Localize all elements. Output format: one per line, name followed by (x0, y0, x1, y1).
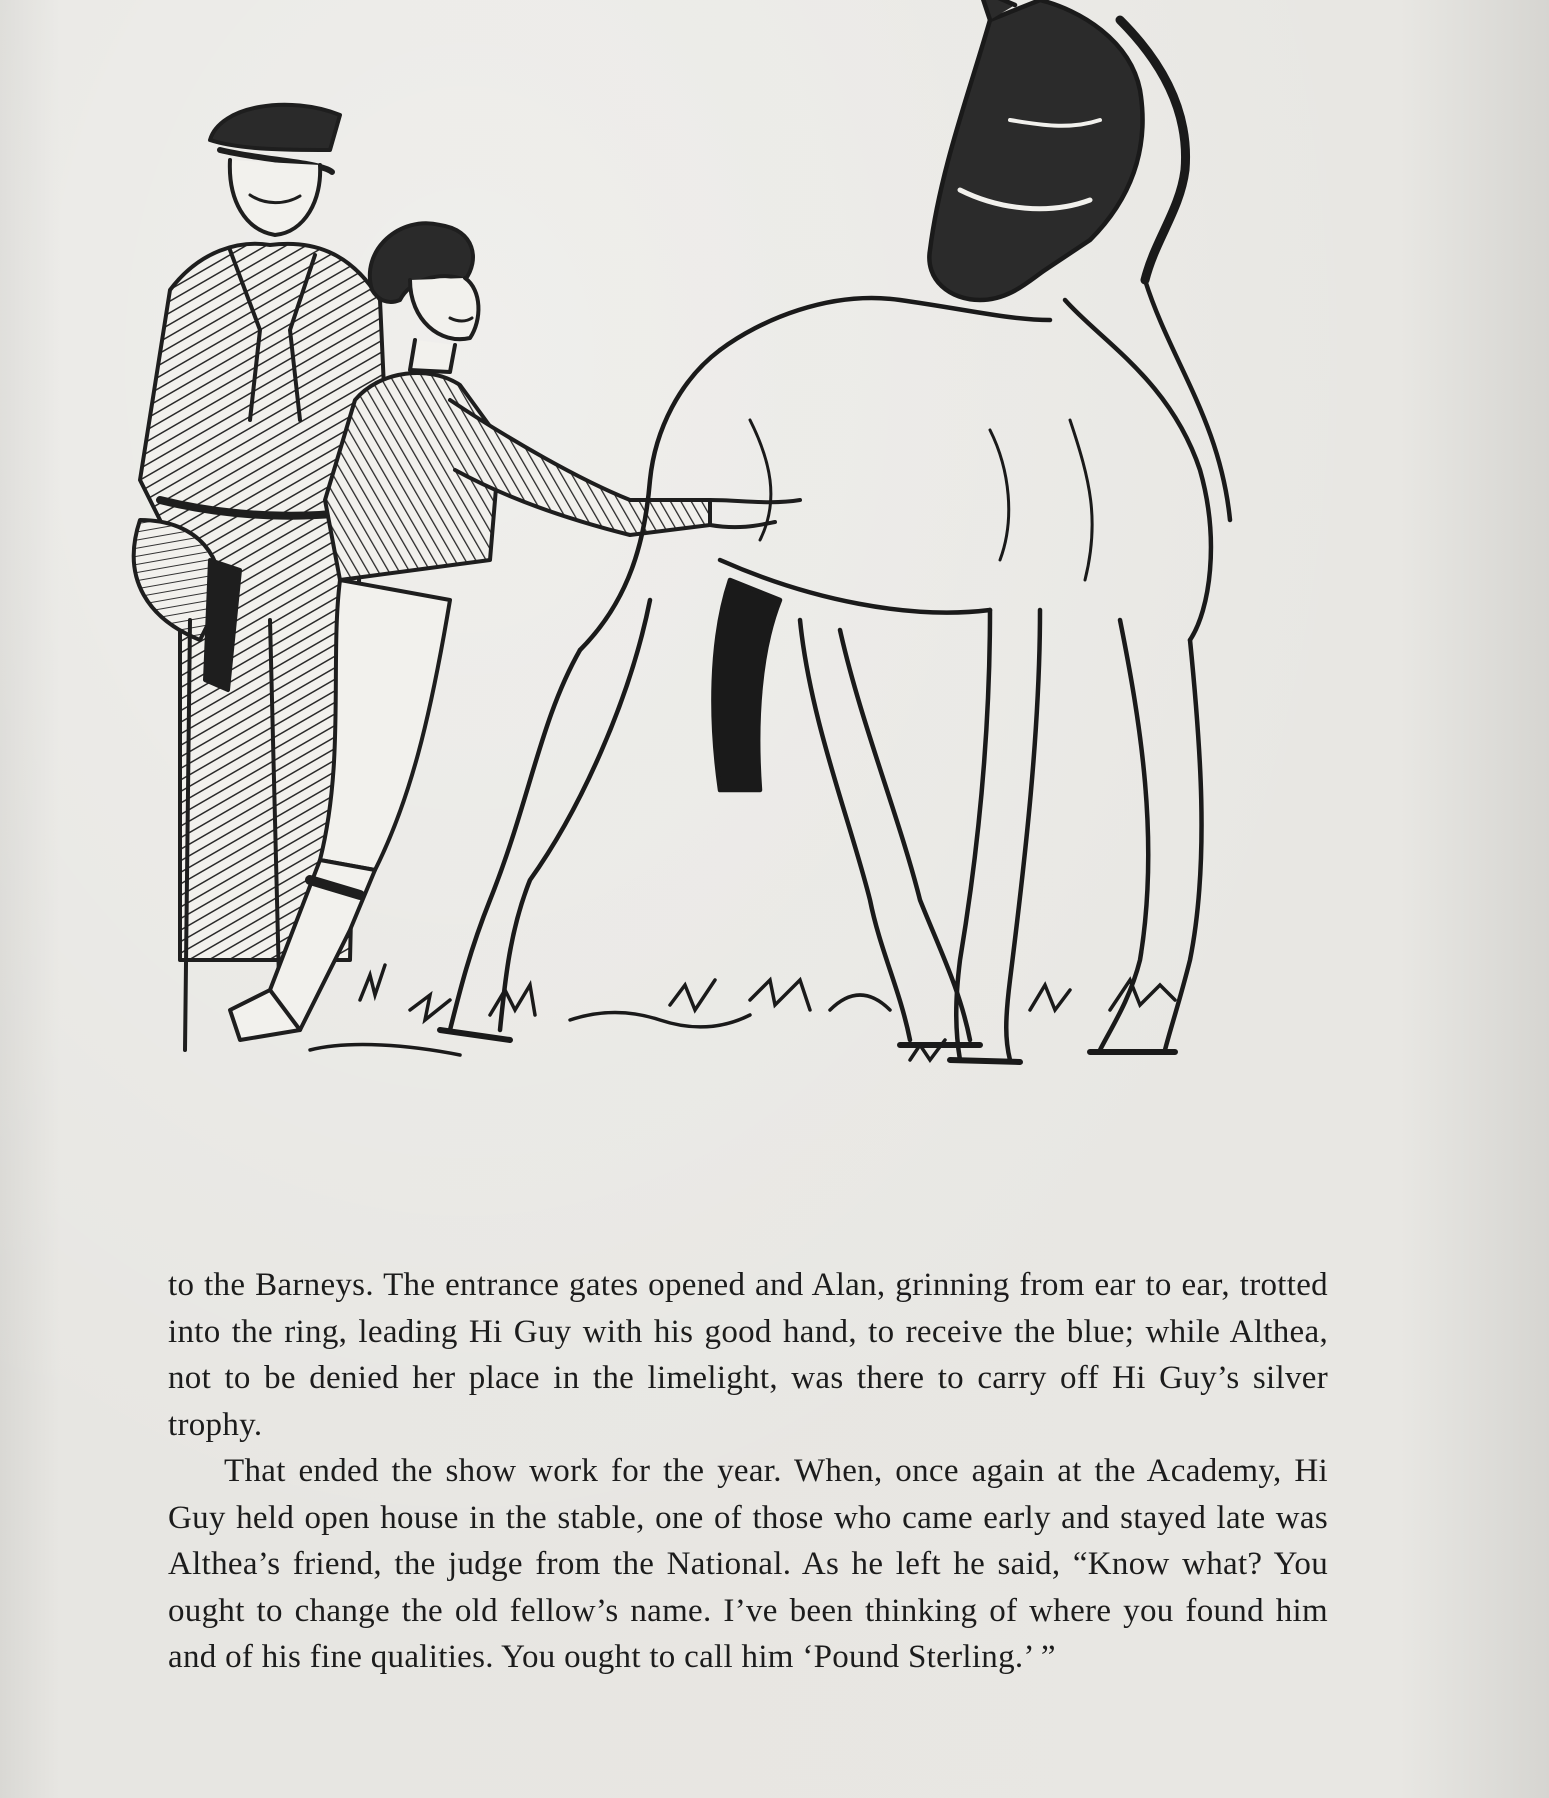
horse-figure (440, 0, 1230, 1062)
paragraph-1: to the Barneys. The entrance gates opened and Alan, grinning from ear to ear, trotted into the ring, leading Hi Guy with his good hand, to receive the blue; while Althea, not to be denied her place in the limelight, was there to carry off Hi Guy’s silver trophy. (168, 1267, 1328, 1443)
grass-strokes (310, 965, 1175, 1060)
body-text (168, 1262, 1328, 1681)
paragraph-2: That ended the show work for the year. When, once again at the Academy, Hi Guy held open house in the stable, one of those who came early and stayed late was Althea’s friend, the judge from the National. As he left he said, “Know what? You ought to change the old fellow’s name. I’ve been thinking of where you found him and of his fine qualities. You ought to call him ‘Pound Sterling.’ ” (168, 1453, 1328, 1675)
illustration-officer-girl-horse (110, 0, 1440, 1260)
